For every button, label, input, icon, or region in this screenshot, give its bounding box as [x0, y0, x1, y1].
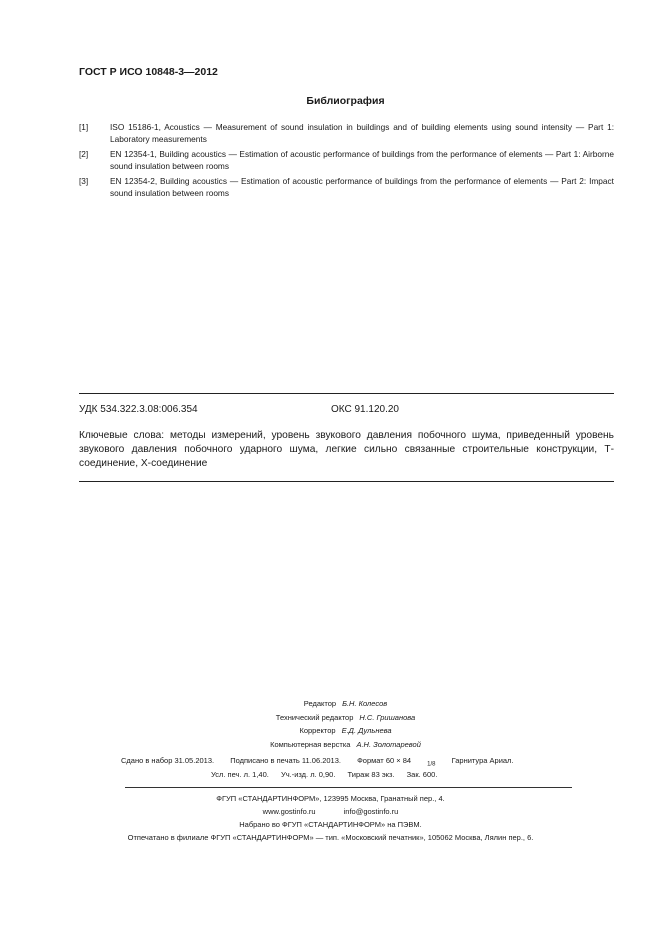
typeface: Гарнитура Ариал.: [451, 756, 514, 765]
printed-note: Отпечатано в филиале ФГУП «СТАНДАРТИНФОРМ» — тип. «Московский печатник», 105062 Москва, Лялин пер., 6.: [127, 833, 534, 842]
publisher-address: ФГУП «СТАНДАРТИНФОРМ», 123995 Москва, Гранатный пер., 4.: [216, 794, 445, 803]
bibliography-title: Библиография: [306, 95, 385, 107]
credit-name: А.Н. Золотаревой: [356, 739, 421, 749]
bibliography-list: [79, 121, 614, 202]
oks-code: ОКС 91.120.20: [331, 404, 399, 415]
credit-label: Корректор: [299, 726, 336, 735]
bibliography-item: [79, 121, 614, 145]
publishing-sheets: Уч.-изд. л. 0,90.: [280, 770, 336, 779]
credits-block: [0, 697, 661, 751]
credit-layout: [0, 738, 661, 752]
divider-top: [79, 393, 614, 394]
format-prefix: Формат 60 × 84: [357, 756, 412, 765]
bibliography-item: [79, 148, 614, 172]
credit-label: Редактор: [303, 699, 337, 708]
bibliography-item-text: EN 12354-2, Building acoustics — Estimation of acoustic performance of buildings from the performance of elements — Part 2: Impact sound insulation between rooms: [110, 176, 614, 198]
bibliography-item-number: [1]: [79, 122, 89, 132]
credit-label: Технический редактор: [275, 712, 354, 722]
credit-name: Б.Н. Колесов: [342, 699, 388, 708]
print-info-line-1: [121, 756, 528, 768]
bibliography-item-number: [2]: [79, 149, 89, 159]
circulation: Тираж 83 экз.: [347, 770, 395, 779]
document-code-header: ГОСТ Р ИСО 10848-3—2012: [79, 66, 218, 78]
bibliography-item: [79, 175, 614, 199]
udc-code: УДК 534.322.3.08:006.354: [79, 404, 198, 415]
credit-tech-editor: [0, 711, 661, 725]
credit-editor: [0, 697, 661, 711]
bibliography-item-text: ISO 15186-1, Acoustics — Measurement of sound insulation in buildings and of building elements using sound intensity — Part 1: Laboratory measurements: [110, 122, 614, 144]
keywords-paragraph: Ключевые слова: методы измерений, уровень звукового давления побочного шума, приведенный уровень звукового давления побочного ударного шума, легкие сильно связанные строительные конструкции, Т-соединение, Х-соединение: [79, 430, 614, 469]
publisher-email-link[interactable]: info@gostinfo.ru: [343, 807, 399, 816]
order-number: Зак. 600.: [406, 770, 438, 779]
publisher-website-link[interactable]: www.gostinfo.ru: [262, 807, 316, 816]
publisher-block: [0, 792, 661, 844]
divider-bottom: [79, 481, 614, 482]
paper-format: [357, 756, 436, 768]
format-fraction: 1/8: [427, 761, 436, 768]
divider-publisher: [125, 787, 572, 788]
submitted-date: Сдано в набор 31.05.2013.: [121, 756, 215, 765]
bibliography-item-text: EN 12354-1, Building acoustics — Estimation of acoustic performance of buildings from the performance of elements — Part 1: Airborne sound insulation between rooms: [110, 149, 614, 171]
print-info-line-2: [211, 770, 447, 779]
credit-name: Н.С. Гришанова: [359, 712, 416, 722]
bibliography-item-number: [3]: [79, 176, 89, 186]
typeset-note: Набрано во ФГУП «СТАНДАРТИНФОРМ» на ПЭВМ.: [239, 820, 422, 829]
signed-date: Подписано в печать 11.06.2013.: [230, 756, 341, 765]
credit-corrector: [0, 724, 661, 738]
credit-name: Е.Д. Дульнева: [341, 726, 392, 735]
credit-label: Компьютерная верстка: [270, 739, 351, 749]
print-sheets: Усл. печ. л. 1,40.: [211, 770, 269, 779]
publisher-contacts: [0, 805, 661, 818]
